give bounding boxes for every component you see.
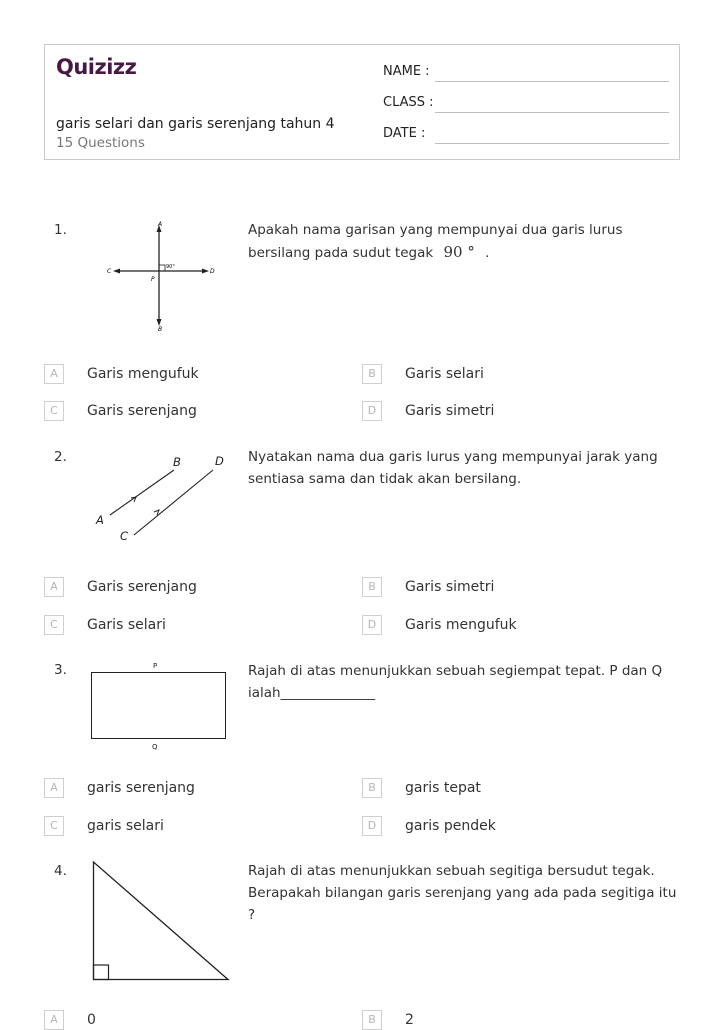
rectangle-figure xyxy=(86,658,231,752)
option-a-text[interactable]: Garis serenjang xyxy=(87,579,197,595)
math-90-degrees: 90 ° xyxy=(443,243,475,261)
option-b-box[interactable]: B xyxy=(362,1010,382,1030)
date-label: DATE : xyxy=(383,126,426,141)
class-field[interactable] xyxy=(435,112,669,113)
option-b-box[interactable]: B xyxy=(362,778,382,798)
worksheet-title: garis selari dan garis serenjang tahun 4 xyxy=(56,116,335,132)
figure-label-angle: 90° xyxy=(166,264,175,270)
option-b-text[interactable]: Garis simetri xyxy=(405,579,495,595)
name-field[interactable] xyxy=(435,81,669,82)
question-number: 4. xyxy=(54,863,67,879)
figure-label-c: C xyxy=(107,268,112,275)
option-d-text[interactable]: Garis mengufuk xyxy=(405,617,517,633)
option-d-box[interactable]: D xyxy=(362,816,382,836)
option-a-box[interactable]: A xyxy=(44,577,64,597)
option-d-text[interactable]: garis pendek xyxy=(405,818,496,834)
option-a-text[interactable]: garis serenjang xyxy=(87,780,195,796)
figure-label-b: B xyxy=(158,326,163,333)
question-text: Apakah nama garisan yang mempunyai dua garis lurus bersilang pada sudut tegak 90 ° . xyxy=(248,222,623,261)
figure-label-q: Q xyxy=(152,743,158,751)
option-a-text[interactable]: Garis mengufuk xyxy=(87,366,199,382)
quizizz-logo: Quizizz xyxy=(56,55,137,79)
question-count: 15 Questions xyxy=(56,135,145,151)
option-c-box[interactable]: C xyxy=(44,615,64,635)
option-c-box[interactable]: C xyxy=(44,401,64,421)
right-triangle-figure xyxy=(88,858,233,984)
question-number: 3. xyxy=(54,662,67,678)
option-c-text[interactable]: garis selari xyxy=(87,818,164,834)
option-b-text[interactable]: 2 xyxy=(405,1012,414,1028)
option-b-box[interactable]: B xyxy=(362,577,382,597)
option-a-box[interactable]: A xyxy=(44,1010,64,1030)
worksheet-header xyxy=(44,44,680,160)
name-label: NAME : xyxy=(383,64,430,79)
option-c-text[interactable]: Garis serenjang xyxy=(87,403,197,419)
option-d-text[interactable]: Garis simetri xyxy=(405,403,495,419)
figure-label-d: D xyxy=(210,268,215,275)
option-d-box[interactable]: D xyxy=(362,401,382,421)
figure-label-p: P xyxy=(151,276,155,283)
question-text: Rajah di atas menunjukkan sebuah segiempat tepat. P dan Q ialah______________ xyxy=(248,663,663,701)
option-c-text[interactable]: Garis selari xyxy=(87,617,166,633)
question-number: 2. xyxy=(54,449,67,465)
perpendicular-lines-figure xyxy=(100,218,220,333)
figure-label-b: B xyxy=(173,455,181,469)
parallel-lines-figure xyxy=(88,448,238,548)
option-a-text[interactable]: 0 xyxy=(87,1012,96,1028)
option-b-box[interactable]: B xyxy=(362,364,382,384)
question-text: Nyatakan nama dua garis lurus yang mempunyai jarak yang sentiasa sama dan tidak akan bersilang. xyxy=(248,449,658,487)
option-b-text[interactable]: Garis selari xyxy=(405,366,484,382)
class-label: CLASS : xyxy=(383,95,434,110)
option-a-box[interactable]: A xyxy=(44,778,64,798)
figure-label-a: A xyxy=(158,221,163,228)
figure-label-d: D xyxy=(215,454,224,468)
option-a-box[interactable]: A xyxy=(44,364,64,384)
figure-label-p: P xyxy=(153,662,158,670)
question-text: Rajah di atas menunjukkan sebuah segitiga bersudut tegak. Berapakah bilangan garis serenjang yang ada pada segitiga itu ? xyxy=(248,863,677,923)
option-c-box[interactable]: C xyxy=(44,816,64,836)
question-number: 1. xyxy=(54,222,67,238)
figure-label-a: A xyxy=(96,513,104,527)
figure-label-c: C xyxy=(120,529,129,543)
date-field[interactable] xyxy=(435,143,669,144)
option-b-text[interactable]: garis tepat xyxy=(405,780,481,796)
option-d-box[interactable]: D xyxy=(362,615,382,635)
